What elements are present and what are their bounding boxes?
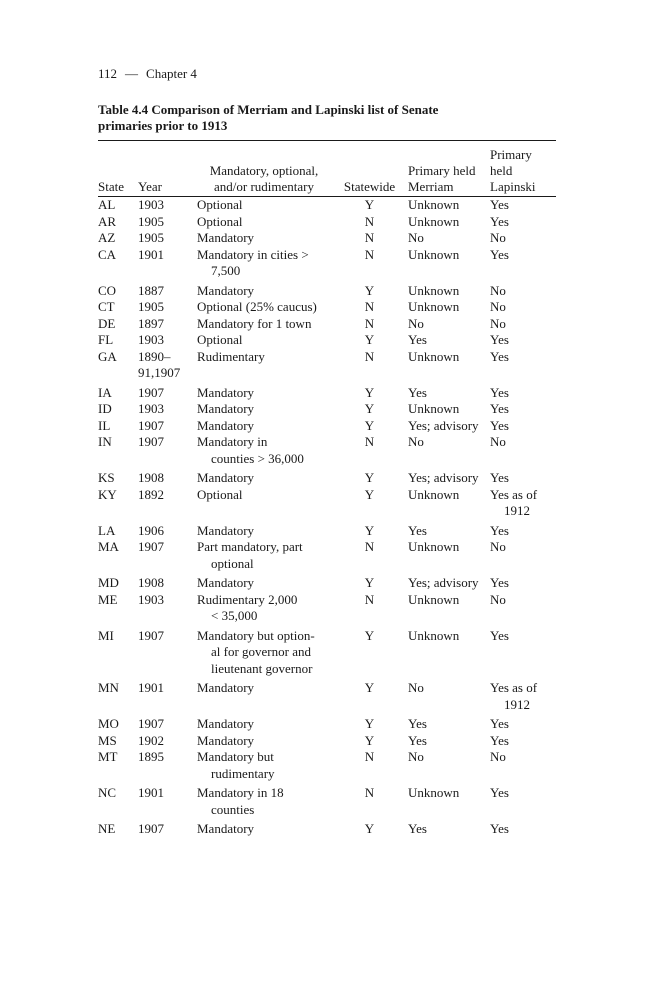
cell-year: 1908 (138, 470, 164, 485)
cell-statewide: Y (364, 486, 375, 502)
table-row (98, 749, 556, 782)
cell-year: 1907 (138, 417, 164, 433)
cell-year: 1907 (138, 716, 164, 731)
page-number: 112 (98, 66, 118, 81)
cell-lapinski: Yes (490, 348, 509, 364)
cell-state: KY (98, 486, 117, 502)
cell-type: Mandatory (197, 470, 255, 485)
cell-statewide: N (364, 299, 375, 314)
cell-type: Optional (197, 197, 243, 212)
table-row (98, 713, 556, 733)
cell-merriam: No (408, 230, 424, 245)
cell-type: Rudimentary (197, 348, 265, 364)
cell-merriam: Unknown (408, 591, 460, 607)
cell-state: CA (98, 246, 117, 262)
table-caption: Table 4.4 Comparison of Merriam and Lapinski list of Senate primaries prior to 1913 (98, 102, 439, 133)
cell-type: Mandatory (197, 230, 255, 245)
cell-state: MD (98, 575, 119, 590)
cell-year: 1907 (138, 434, 164, 449)
cell-type: Optional (197, 486, 243, 502)
cell-lapinski: No (490, 230, 506, 245)
cell-lapinski: Yes (490, 522, 509, 538)
senate-primaries-table (98, 141, 556, 838)
cell-type-continued: < 35,000 (211, 608, 258, 623)
cell-type: Mandatory (197, 417, 255, 433)
cell-state: MT (98, 749, 118, 764)
cell-type: Mandatory (197, 522, 255, 538)
running-head (98, 66, 556, 82)
cell-year: 1907 (138, 627, 164, 643)
cell-merriam: Unknown (408, 627, 460, 643)
cell-type: Optional (25% caucus) (197, 299, 317, 314)
table-row (98, 214, 556, 231)
cell-lapinski-continued: 1912 (504, 503, 530, 518)
cell-year: 1903 (138, 591, 164, 607)
cell-lapinski: No (490, 282, 506, 298)
cell-year: 1907 (138, 539, 164, 554)
cell-state: IA (98, 384, 112, 400)
cell-type-continued: counties > 36,000 (211, 450, 304, 466)
table-row (98, 539, 556, 572)
cell-statewide: Y (364, 470, 375, 485)
cell-type-continued: counties (211, 801, 255, 817)
cell-type: Mandatory in counties > 36,000 (197, 434, 331, 467)
cell-type-continued: optional (211, 555, 254, 571)
cell-type: Mandatory (197, 821, 255, 836)
table-row (98, 316, 556, 333)
cell-merriam: Yes; advisory (408, 417, 479, 433)
cell-state: FL (98, 332, 114, 347)
cell-type-continued: al for governor and lieutenant governor (211, 644, 313, 676)
cell-state: LA (98, 522, 116, 538)
cell-year: 1905 (138, 213, 164, 229)
cell-year: 1902 (138, 732, 164, 748)
cell-merriam: No (408, 434, 424, 449)
header-year: Year (138, 141, 197, 197)
cell-lapinski: Yes (490, 575, 509, 590)
cell-merriam: Unknown (408, 213, 460, 229)
cell-year: 1907 (138, 384, 164, 400)
cell-type: Mandatory but option- al for governor and lieutenant governor (197, 625, 331, 678)
cell-statewide: Y (364, 575, 375, 590)
table-row (98, 434, 556, 467)
cell-lapinski: Yes (490, 785, 509, 800)
cell-statewide: Y (364, 522, 375, 538)
header-lapinski (490, 141, 556, 197)
table-row (98, 382, 556, 402)
cell-state: MS (98, 732, 117, 748)
header-type (197, 141, 331, 197)
cell-merriam: Unknown (408, 246, 460, 262)
header-state: State (98, 141, 138, 197)
cell-merriam: Unknown (408, 785, 460, 800)
cell-state: MI (98, 627, 114, 643)
cell-lapinski: Yes (490, 332, 509, 347)
cell-statewide: N (364, 434, 375, 449)
cell-year: 1905 (138, 230, 164, 245)
cell-state: IL (98, 417, 111, 433)
table-header-row (98, 141, 556, 197)
cell-lapinski: Yes (490, 716, 509, 731)
cell-merriam: Unknown (408, 401, 460, 416)
cell-type: Optional (197, 213, 243, 229)
cell-type-continued: 7,500 (211, 263, 241, 278)
cell-statewide: Y (364, 627, 375, 643)
cell-year: 1901 (138, 785, 164, 800)
table-row (98, 401, 556, 418)
cell-state: ME (98, 591, 118, 607)
cell-type: Mandatory (197, 680, 255, 695)
cell-statewide: Y (364, 821, 375, 836)
cell-statewide: Y (364, 732, 375, 748)
cell-merriam: Yes; advisory (408, 575, 479, 590)
header-lapinski-line2: Lapinski (490, 179, 536, 194)
cell-lapinski: Yes (490, 417, 509, 433)
header-lapinski-line1: Primary held (490, 147, 532, 178)
cell-lapinski: Yes (490, 401, 509, 416)
cell-merriam: Yes (408, 716, 427, 731)
cell-lapinski: Yes (490, 197, 509, 212)
cell-merriam: Yes (408, 821, 427, 836)
header-type-line1: Mandatory, optional, (209, 163, 319, 178)
cell-state: CT (98, 299, 115, 314)
cell-statewide: N (364, 315, 375, 331)
cell-year-continued: 1907 (154, 365, 181, 380)
cell-type: Mandatory (197, 716, 255, 731)
cell-type: Rudimentary 2,000 < 35,000 (197, 592, 331, 625)
cell-state: GA (98, 348, 117, 364)
table-row (98, 418, 556, 435)
cell-statewide: N (364, 213, 375, 229)
cell-statewide: Y (364, 417, 375, 433)
cell-lapinski: Yes (490, 384, 509, 400)
cell-lapinski: Yes as of 1912 (490, 677, 556, 713)
cell-lapinski: Yes (490, 627, 509, 643)
cell-year: 1890–91,1907 (138, 348, 181, 380)
cell-statewide: Y (364, 716, 375, 731)
header-statewide: Statewide (331, 141, 408, 197)
cell-type: Optional (197, 332, 243, 347)
cell-statewide: Y (364, 332, 375, 347)
cell-type: Mandatory in cities > 7,500 (197, 247, 331, 280)
cell-merriam: Unknown (408, 197, 460, 212)
cell-lapinski: No (490, 299, 506, 314)
cell-merriam: Unknown (408, 486, 460, 502)
table-row (98, 520, 556, 540)
cell-state: AR (98, 213, 117, 229)
table-row (98, 625, 556, 678)
table-row (98, 280, 556, 300)
cell-merriam: Unknown (408, 299, 460, 314)
cell-type: Mandatory for 1 town (197, 315, 312, 331)
cell-state: ID (98, 401, 112, 416)
cell-type: Mandatory (197, 384, 255, 400)
cell-year: 1895 (138, 749, 164, 764)
cell-lapinski: No (490, 315, 506, 331)
cell-merriam: No (408, 749, 424, 764)
cell-statewide: N (364, 230, 375, 245)
header-type-line2: and/or rudimentary (214, 179, 314, 194)
table-row (98, 733, 556, 750)
cell-year: 1903 (138, 197, 164, 212)
cell-merriam: Yes (408, 522, 427, 538)
table-row (98, 349, 556, 382)
cell-state: NE (98, 821, 116, 836)
header-merriam-line1: Primary held (408, 163, 476, 178)
cell-merriam: No (408, 680, 424, 695)
cell-state: MA (98, 539, 119, 554)
cell-statewide: N (364, 539, 375, 554)
cell-merriam: No (408, 315, 424, 331)
cell-year: 1905 (138, 299, 164, 314)
cell-state: AZ (98, 230, 116, 245)
cell-year: 1901 (138, 680, 164, 695)
cell-lapinski: Yes (490, 246, 509, 262)
cell-year: 1907 (138, 821, 164, 836)
cell-state: DE (98, 315, 116, 331)
cell-lapinski-continued: 1912 (504, 696, 530, 712)
cell-merriam: Unknown (408, 348, 460, 364)
cell-lapinski: Yes (490, 213, 509, 229)
table-row (98, 247, 556, 280)
table-row (98, 332, 556, 349)
table-row (98, 197, 556, 214)
cell-statewide: N (364, 785, 375, 800)
cell-state: MN (98, 680, 119, 695)
cell-lapinski: Yes (490, 732, 509, 748)
cell-state: IN (98, 434, 112, 449)
table-row (98, 487, 556, 520)
cell-lapinski: No (490, 591, 506, 607)
cell-statewide: N (364, 749, 375, 764)
cell-lapinski: No (490, 749, 506, 764)
cell-lapinski: Yes as of 1912 (490, 487, 556, 520)
table-row (98, 467, 556, 487)
cell-type: Mandatory (197, 732, 255, 748)
cell-statewide: Y (364, 384, 375, 400)
cell-statewide: N (364, 246, 375, 262)
cell-merriam: Yes (408, 732, 427, 748)
header-merriam (408, 141, 490, 197)
cell-year: 1903 (138, 401, 164, 416)
chapter-label: Chapter 4 (146, 66, 197, 81)
cell-year: 1906 (138, 522, 164, 538)
cell-type: Part mandatory, part optional (197, 539, 331, 572)
table-row (98, 230, 556, 247)
cell-year: 1908 (138, 575, 164, 590)
page (98, 66, 556, 838)
cell-state: AL (98, 197, 116, 212)
cell-type-continued: rudimentary (211, 765, 275, 781)
cell-statewide: Y (364, 282, 375, 298)
cell-merriam: Yes (408, 332, 427, 347)
running-head-separator: — (125, 66, 139, 81)
cell-type: Mandatory (197, 401, 255, 416)
cell-state: KS (98, 470, 115, 485)
cell-state: MO (98, 716, 119, 731)
header-merriam-line2: Merriam (408, 179, 454, 194)
table-body (98, 197, 556, 838)
table-row (98, 592, 556, 625)
cell-lapinski: Yes (490, 470, 509, 485)
cell-merriam: Unknown (408, 282, 460, 298)
cell-state: CO (98, 282, 117, 298)
cell-year: 1903 (138, 332, 164, 347)
cell-lapinski: No (490, 539, 506, 554)
cell-type: Mandatory (197, 282, 255, 298)
cell-year: 1892 (138, 486, 164, 502)
table-row (98, 572, 556, 592)
cell-type: Mandatory in 18 counties (197, 782, 331, 818)
cell-statewide: N (364, 348, 375, 364)
cell-statewide: Y (364, 401, 375, 416)
cell-type: Mandatory (197, 575, 255, 590)
cell-merriam: Yes (408, 384, 427, 400)
cell-year: 1897 (138, 315, 164, 331)
cell-lapinski: No (490, 434, 506, 449)
cell-year: 1887 (138, 282, 164, 298)
cell-statewide: Y (364, 680, 375, 695)
cell-year: 1901 (138, 246, 164, 262)
table-row (98, 782, 556, 818)
cell-statewide: N (364, 591, 375, 607)
cell-lapinski: Yes (490, 821, 509, 836)
table-row (98, 818, 556, 838)
table-row (98, 677, 556, 713)
cell-merriam: Yes; advisory (408, 470, 479, 485)
table-row (98, 299, 556, 316)
cell-statewide: Y (364, 197, 375, 212)
cell-merriam: Unknown (408, 539, 460, 554)
cell-state: NC (98, 785, 117, 800)
cell-type: Mandatory but rudimentary (197, 749, 331, 782)
